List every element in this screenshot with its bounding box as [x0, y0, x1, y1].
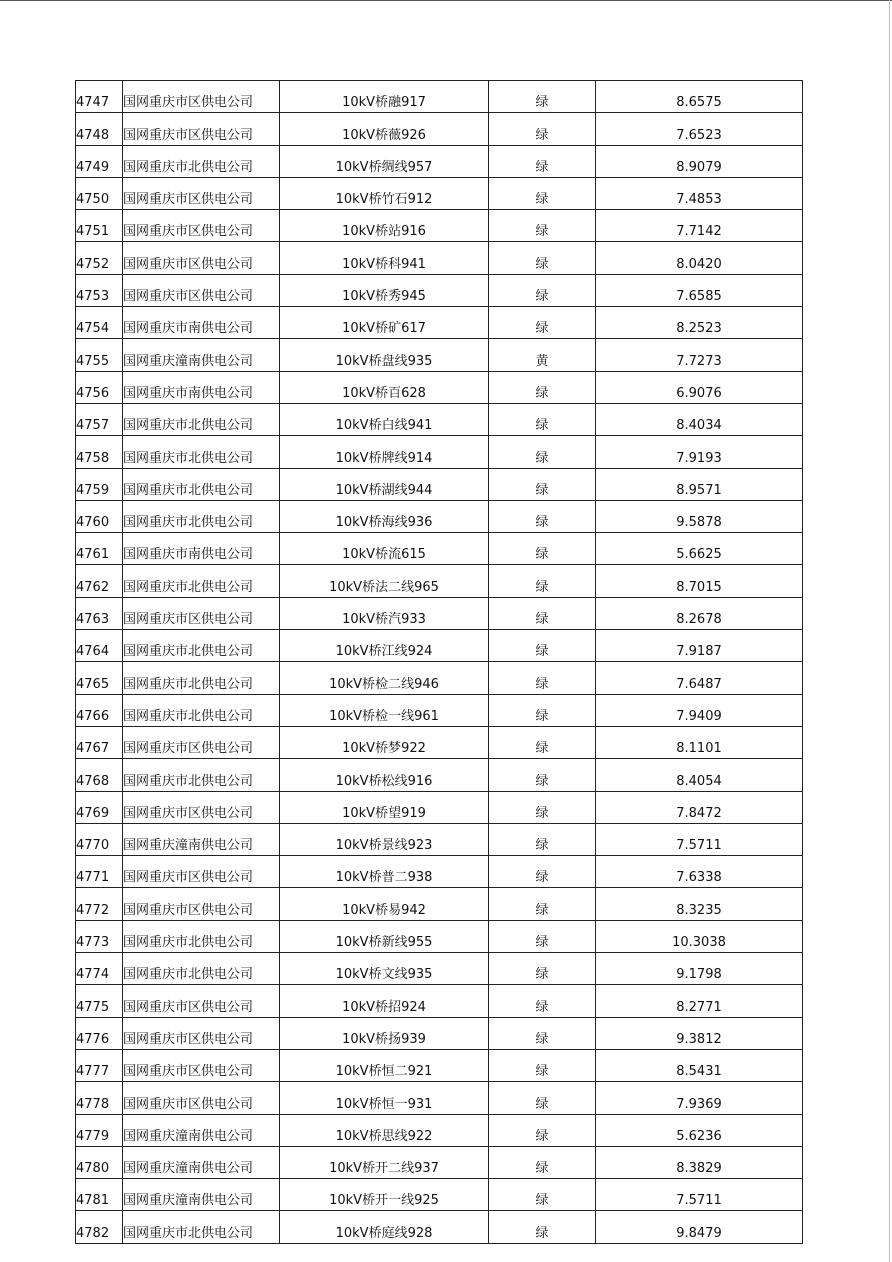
value-cell: 8.2771	[596, 985, 803, 1017]
company-cell: 国网重庆市北供电公司	[123, 694, 280, 726]
row-number: 4776	[76, 1017, 123, 1049]
line-name-cell: 10kV桥汽933	[280, 597, 489, 629]
color-code-cell: 绿	[489, 565, 596, 597]
value-cell: 8.4054	[596, 759, 803, 791]
value-cell: 7.5711	[596, 1179, 803, 1211]
value-cell: 8.6575	[596, 81, 803, 113]
row-number: 4756	[76, 371, 123, 403]
table-row	[76, 630, 803, 662]
table-row	[76, 1049, 803, 1081]
company-cell: 国网重庆市区供电公司	[123, 1049, 280, 1081]
row-number: 4763	[76, 597, 123, 629]
line-name-cell: 10kV桥开一线925	[280, 1179, 489, 1211]
color-code-cell: 绿	[489, 662, 596, 694]
row-number: 4774	[76, 953, 123, 985]
color-code-cell: 黄	[489, 339, 596, 371]
page-top-border	[0, 0, 892, 1]
line-name-cell: 10kV桥薇926	[280, 113, 489, 145]
value-cell: 7.6523	[596, 113, 803, 145]
table-row	[76, 242, 803, 274]
color-code-cell: 绿	[489, 113, 596, 145]
color-code-cell: 绿	[489, 1049, 596, 1081]
line-name-cell: 10kV桥梦922	[280, 726, 489, 758]
line-name-cell: 10kV桥新线955	[280, 920, 489, 952]
row-number: 4761	[76, 533, 123, 565]
value-cell: 7.6487	[596, 662, 803, 694]
table-row	[76, 694, 803, 726]
line-name-cell: 10kV桥景线923	[280, 823, 489, 855]
color-code-cell: 绿	[489, 177, 596, 209]
row-number: 4773	[76, 920, 123, 952]
line-name-cell: 10kV桥竹石912	[280, 177, 489, 209]
row-number: 4753	[76, 274, 123, 306]
line-name-cell: 10kV桥科941	[280, 242, 489, 274]
row-number: 4766	[76, 694, 123, 726]
row-number: 4749	[76, 145, 123, 177]
value-cell: 7.6585	[596, 274, 803, 306]
table-row	[76, 371, 803, 403]
row-number: 4751	[76, 210, 123, 242]
color-code-cell: 绿	[489, 920, 596, 952]
color-code-cell: 绿	[489, 694, 596, 726]
company-cell: 国网重庆潼南供电公司	[123, 1146, 280, 1178]
row-number: 4769	[76, 791, 123, 823]
color-code-cell: 绿	[489, 823, 596, 855]
line-name-cell: 10kV桥湖线944	[280, 468, 489, 500]
line-name-cell: 10kV桥扬939	[280, 1017, 489, 1049]
color-code-cell: 绿	[489, 210, 596, 242]
color-code-cell: 绿	[489, 145, 596, 177]
table-row	[76, 791, 803, 823]
color-code-cell: 绿	[489, 1211, 596, 1243]
value-cell: 7.9193	[596, 436, 803, 468]
value-cell: 8.0420	[596, 242, 803, 274]
line-name-cell: 10kV桥绸线957	[280, 145, 489, 177]
table-row	[76, 468, 803, 500]
value-cell: 8.2678	[596, 597, 803, 629]
color-code-cell: 绿	[489, 888, 596, 920]
row-number: 4760	[76, 500, 123, 532]
table-row	[76, 1179, 803, 1211]
line-name-cell: 10kV桥站916	[280, 210, 489, 242]
company-cell: 国网重庆市区供电公司	[123, 791, 280, 823]
table-row	[76, 436, 803, 468]
line-name-cell: 10kV桥恒一931	[280, 1082, 489, 1114]
company-cell: 国网重庆潼南供电公司	[123, 339, 280, 371]
line-name-cell: 10kV桥检二线946	[280, 662, 489, 694]
table-row	[76, 500, 803, 532]
row-number: 4768	[76, 759, 123, 791]
line-name-cell: 10kV桥百628	[280, 371, 489, 403]
value-cell: 7.9369	[596, 1082, 803, 1114]
table-row	[76, 823, 803, 855]
company-cell: 国网重庆市北供电公司	[123, 145, 280, 177]
company-cell: 国网重庆市南供电公司	[123, 371, 280, 403]
color-code-cell: 绿	[489, 307, 596, 339]
company-cell: 国网重庆市区供电公司	[123, 1017, 280, 1049]
value-cell: 9.1798	[596, 953, 803, 985]
line-name-cell: 10kV桥开二线937	[280, 1146, 489, 1178]
value-cell: 7.9187	[596, 630, 803, 662]
color-code-cell: 绿	[489, 630, 596, 662]
line-name-cell: 10kV桥江线924	[280, 630, 489, 662]
table-row	[76, 1017, 803, 1049]
row-number: 4748	[76, 113, 123, 145]
line-name-cell: 10kV桥恒二921	[280, 1049, 489, 1081]
line-name-cell: 10kV桥盘线935	[280, 339, 489, 371]
table-row	[76, 210, 803, 242]
color-code-cell: 绿	[489, 533, 596, 565]
row-number: 4755	[76, 339, 123, 371]
color-code-cell: 绿	[489, 436, 596, 468]
table-row	[76, 662, 803, 694]
color-code-cell: 绿	[489, 985, 596, 1017]
company-cell: 国网重庆潼南供电公司	[123, 823, 280, 855]
company-cell: 国网重庆市北供电公司	[123, 436, 280, 468]
color-code-cell: 绿	[489, 856, 596, 888]
line-name-cell: 10kV桥流615	[280, 533, 489, 565]
company-cell: 国网重庆市北供电公司	[123, 565, 280, 597]
color-code-cell: 绿	[489, 1017, 596, 1049]
table-row	[76, 888, 803, 920]
table-row	[76, 1082, 803, 1114]
color-code-cell: 绿	[489, 953, 596, 985]
value-cell: 6.9076	[596, 371, 803, 403]
line-name-cell: 10kV桥普二938	[280, 856, 489, 888]
value-cell: 8.3829	[596, 1146, 803, 1178]
line-name-cell: 10kV桥易942	[280, 888, 489, 920]
table-row	[76, 113, 803, 145]
company-cell: 国网重庆市区供电公司	[123, 888, 280, 920]
line-name-cell: 10kV桥海线936	[280, 500, 489, 532]
line-name-cell: 10kV桥法二线965	[280, 565, 489, 597]
row-number: 4754	[76, 307, 123, 339]
table-row	[76, 339, 803, 371]
company-cell: 国网重庆市区供电公司	[123, 81, 280, 113]
table-row	[76, 1211, 803, 1243]
value-cell: 8.7015	[596, 565, 803, 597]
table-row	[76, 953, 803, 985]
row-number: 4778	[76, 1082, 123, 1114]
line-name-cell: 10kV桥望919	[280, 791, 489, 823]
row-number: 4757	[76, 403, 123, 435]
color-code-cell: 绿	[489, 1146, 596, 1178]
line-name-cell: 10kV桥融917	[280, 81, 489, 113]
company-cell: 国网重庆市区供电公司	[123, 856, 280, 888]
color-code-cell: 绿	[489, 371, 596, 403]
row-number: 4764	[76, 630, 123, 662]
row-number: 4759	[76, 468, 123, 500]
row-number: 4770	[76, 823, 123, 855]
company-cell: 国网重庆市北供电公司	[123, 500, 280, 532]
row-number: 4758	[76, 436, 123, 468]
color-code-cell: 绿	[489, 1179, 596, 1211]
table-body	[76, 81, 803, 1244]
company-cell: 国网重庆市区供电公司	[123, 985, 280, 1017]
value-cell: 8.1101	[596, 726, 803, 758]
value-cell: 8.5431	[596, 1049, 803, 1081]
table-row	[76, 1114, 803, 1146]
value-cell: 7.9409	[596, 694, 803, 726]
value-cell: 8.9079	[596, 145, 803, 177]
value-cell: 5.6625	[596, 533, 803, 565]
table-row	[76, 726, 803, 758]
company-cell: 国网重庆市北供电公司	[123, 403, 280, 435]
line-name-cell: 10kV桥检一线961	[280, 694, 489, 726]
table-row	[76, 1146, 803, 1178]
color-code-cell: 绿	[489, 500, 596, 532]
value-cell: 7.5711	[596, 823, 803, 855]
company-cell: 国网重庆市区供电公司	[123, 1082, 280, 1114]
table-row	[76, 920, 803, 952]
row-number: 4782	[76, 1211, 123, 1243]
line-name-cell: 10kV桥矿617	[280, 307, 489, 339]
row-number: 4775	[76, 985, 123, 1017]
company-cell: 国网重庆市区供电公司	[123, 113, 280, 145]
page-right-border	[889, 0, 890, 1262]
data-table	[75, 80, 803, 1244]
line-name-cell: 10kV桥白线941	[280, 403, 489, 435]
company-cell: 国网重庆市南供电公司	[123, 533, 280, 565]
company-cell: 国网重庆市北供电公司	[123, 1211, 280, 1243]
row-number: 4781	[76, 1179, 123, 1211]
row-number: 4750	[76, 177, 123, 209]
table-row	[76, 565, 803, 597]
row-number: 4772	[76, 888, 123, 920]
color-code-cell: 绿	[489, 274, 596, 306]
company-cell: 国网重庆市区供电公司	[123, 274, 280, 306]
line-name-cell: 10kV桥秀945	[280, 274, 489, 306]
table-row	[76, 177, 803, 209]
color-code-cell: 绿	[489, 791, 596, 823]
value-cell: 7.6338	[596, 856, 803, 888]
table-row	[76, 81, 803, 113]
value-cell: 8.4034	[596, 403, 803, 435]
line-name-cell: 10kV桥招924	[280, 985, 489, 1017]
row-number: 4747	[76, 81, 123, 113]
table-row	[76, 274, 803, 306]
company-cell: 国网重庆市北供电公司	[123, 662, 280, 694]
line-name-cell: 10kV桥松线916	[280, 759, 489, 791]
row-number: 4762	[76, 565, 123, 597]
table-row	[76, 533, 803, 565]
company-cell: 国网重庆市北供电公司	[123, 468, 280, 500]
value-cell: 10.3038	[596, 920, 803, 952]
row-number: 4752	[76, 242, 123, 274]
value-cell: 9.8479	[596, 1211, 803, 1243]
color-code-cell: 绿	[489, 759, 596, 791]
color-code-cell: 绿	[489, 242, 596, 274]
company-cell: 国网重庆潼南供电公司	[123, 1114, 280, 1146]
table-row	[76, 403, 803, 435]
company-cell: 国网重庆市北供电公司	[123, 759, 280, 791]
color-code-cell: 绿	[489, 403, 596, 435]
value-cell: 9.3812	[596, 1017, 803, 1049]
table-row	[76, 856, 803, 888]
company-cell: 国网重庆潼南供电公司	[123, 1179, 280, 1211]
color-code-cell: 绿	[489, 726, 596, 758]
company-cell: 国网重庆市区供电公司	[123, 597, 280, 629]
color-code-cell: 绿	[489, 468, 596, 500]
table-row	[76, 145, 803, 177]
line-name-cell: 10kV桥牌线914	[280, 436, 489, 468]
row-number: 4771	[76, 856, 123, 888]
company-cell: 国网重庆市北供电公司	[123, 630, 280, 662]
value-cell: 7.8472	[596, 791, 803, 823]
company-cell: 国网重庆市北供电公司	[123, 920, 280, 952]
table-row	[76, 985, 803, 1017]
color-code-cell: 绿	[489, 1114, 596, 1146]
table-row	[76, 307, 803, 339]
row-number: 4777	[76, 1049, 123, 1081]
value-cell: 8.2523	[596, 307, 803, 339]
value-cell: 9.5878	[596, 500, 803, 532]
value-cell: 8.9571	[596, 468, 803, 500]
row-number: 4765	[76, 662, 123, 694]
company-cell: 国网重庆市北供电公司	[123, 953, 280, 985]
company-cell: 国网重庆市区供电公司	[123, 210, 280, 242]
line-name-cell: 10kV桥庭线928	[280, 1211, 489, 1243]
value-cell: 7.4853	[596, 177, 803, 209]
value-cell: 7.7273	[596, 339, 803, 371]
row-number: 4779	[76, 1114, 123, 1146]
color-code-cell: 绿	[489, 81, 596, 113]
value-cell: 8.3235	[596, 888, 803, 920]
color-code-cell: 绿	[489, 597, 596, 629]
company-cell: 国网重庆市区供电公司	[123, 242, 280, 274]
value-cell: 7.7142	[596, 210, 803, 242]
color-code-cell: 绿	[489, 1082, 596, 1114]
table-row	[76, 597, 803, 629]
company-cell: 国网重庆市区供电公司	[123, 726, 280, 758]
company-cell: 国网重庆市区供电公司	[123, 177, 280, 209]
line-name-cell: 10kV桥思线922	[280, 1114, 489, 1146]
company-cell: 国网重庆市南供电公司	[123, 307, 280, 339]
line-name-cell: 10kV桥文线935	[280, 953, 489, 985]
row-number: 4767	[76, 726, 123, 758]
table-row	[76, 759, 803, 791]
value-cell: 5.6236	[596, 1114, 803, 1146]
row-number: 4780	[76, 1146, 123, 1178]
